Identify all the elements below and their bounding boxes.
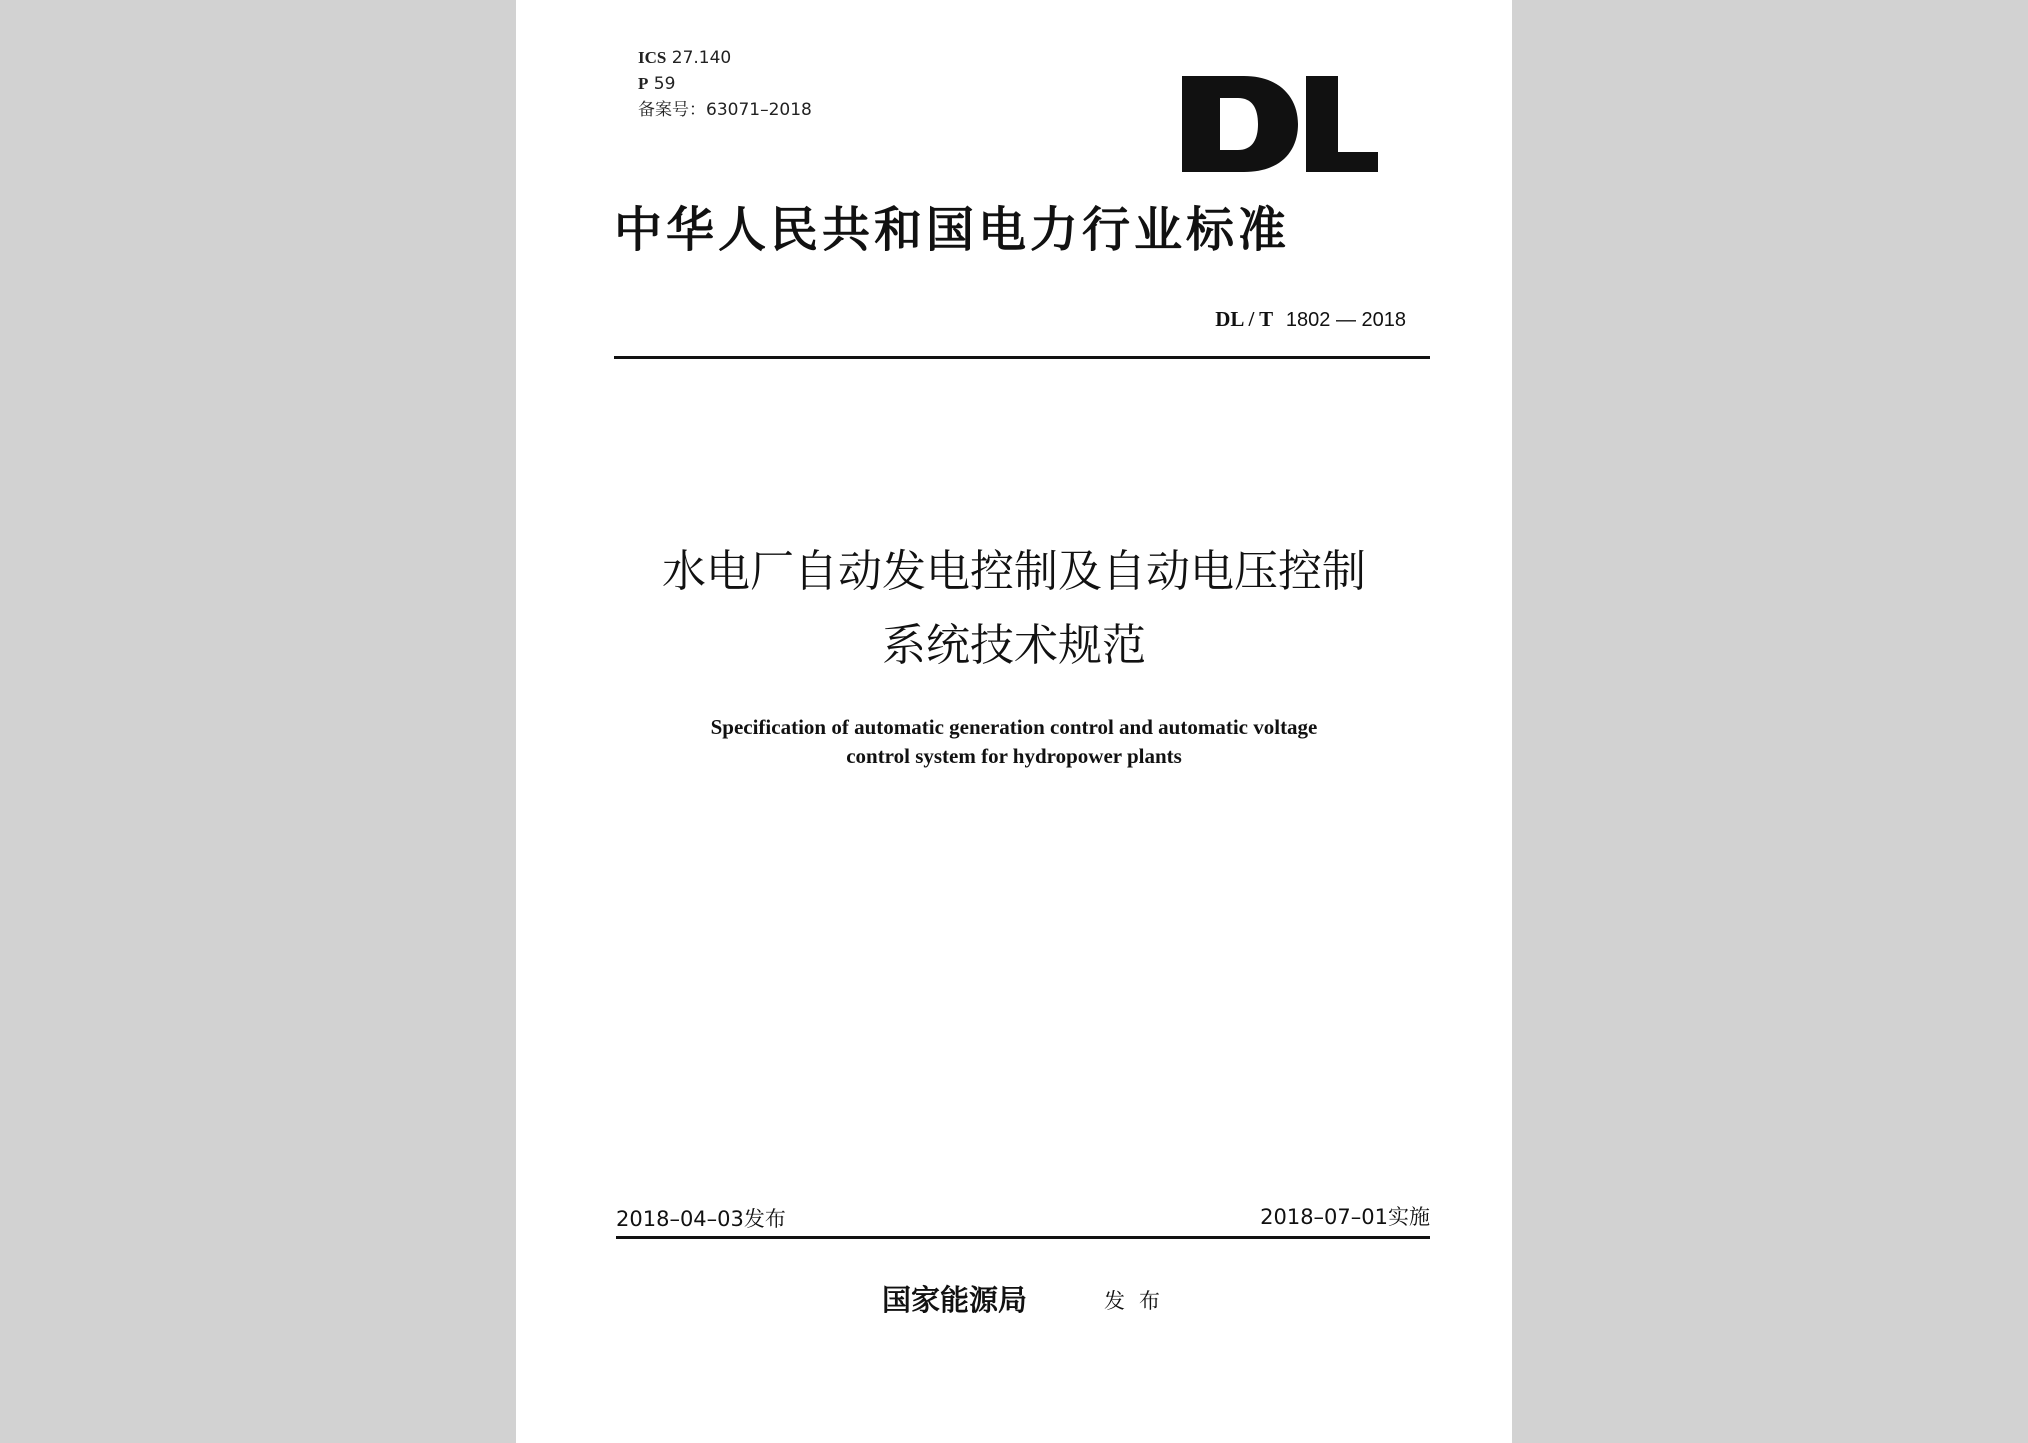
footer-divider	[616, 1236, 1430, 1239]
cn-title-line-1: 水电厂自动发电控制及自动电压控制	[662, 546, 1366, 597]
org-title: 中华人民共和国电力行业标准	[614, 202, 1291, 258]
issuer-name: 国家能源局	[882, 1283, 1028, 1317]
standard-code: DL / T	[1215, 307, 1274, 331]
dl-logo-l	[1306, 76, 1378, 172]
ics-value: 27.140	[671, 48, 732, 68]
dl-logo-d	[1182, 76, 1298, 172]
en-title-line-1: Specification of automatic generation control and automatic voltage	[710, 715, 1318, 739]
dl-logo	[1180, 64, 1380, 174]
cover-page	[516, 0, 1512, 1443]
header-divider	[614, 356, 1430, 359]
issue-date: 2018–04–03发布	[616, 1207, 786, 1231]
ccs-code	[638, 74, 675, 94]
ics-label: ICS	[638, 48, 667, 67]
ics-code	[638, 48, 731, 68]
standard-number	[1215, 306, 1406, 333]
implement-date: 2018–07–01实施	[1260, 1205, 1430, 1229]
ccs-value: 59	[653, 74, 676, 94]
standard-number-value: 1802 — 2018	[1285, 309, 1406, 331]
en-title-line-2: control system for hydropower plants	[846, 744, 1182, 768]
ccs-label: P	[638, 74, 649, 93]
issuer-action: 发布	[1104, 1289, 1174, 1313]
record-number: 备案号：63071–2018	[638, 100, 812, 120]
cn-title-line-2: 系统技术规范	[882, 620, 1146, 671]
